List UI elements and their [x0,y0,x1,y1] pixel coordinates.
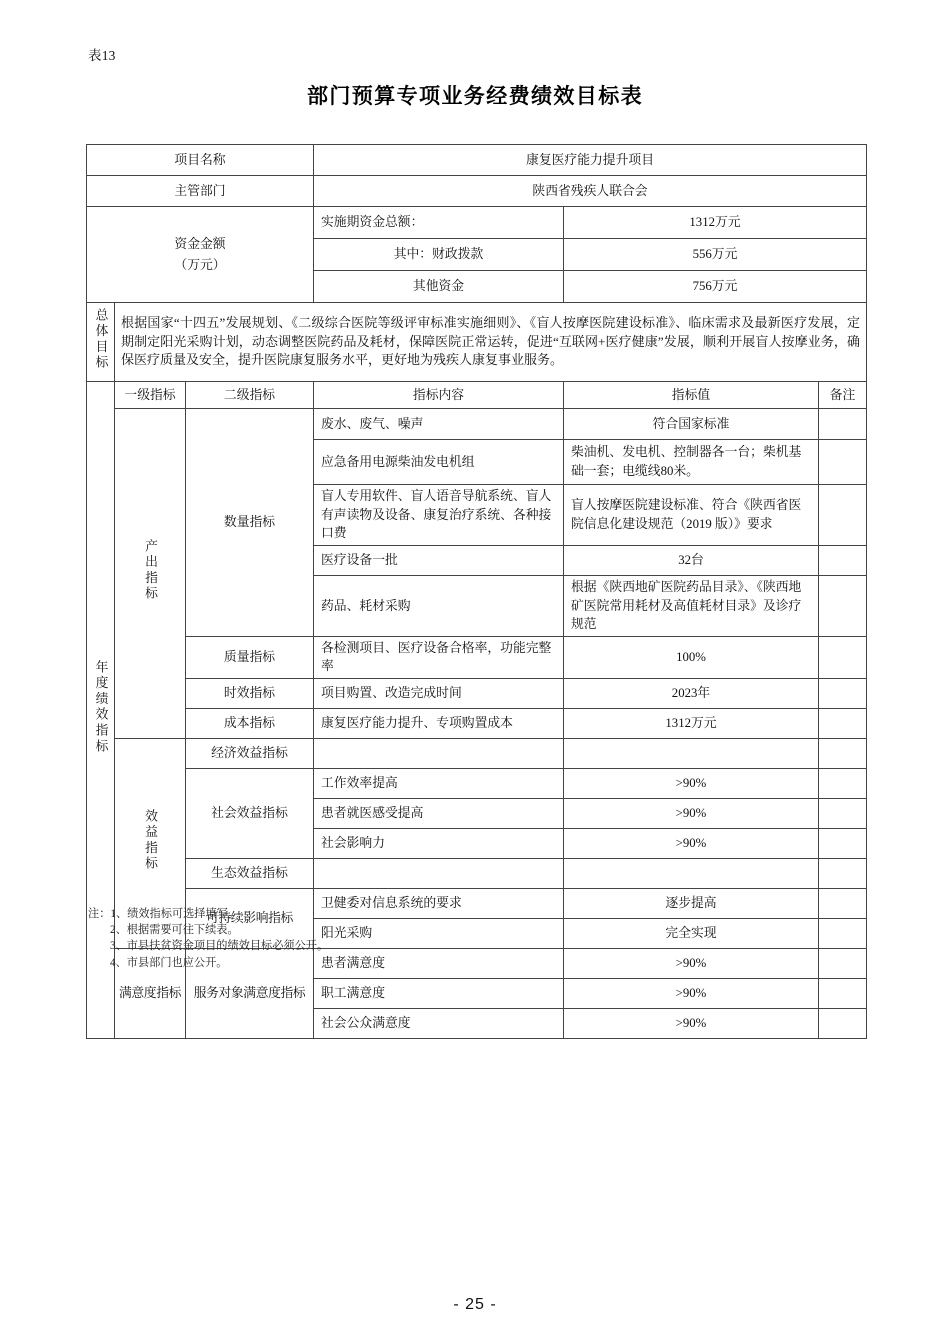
indicator-remark [819,918,867,948]
indicator-content: 患者满意度 [314,948,564,978]
indicator-value: >90% [564,798,819,828]
indicator-content [314,858,564,888]
notes-prefix: 注： [88,908,111,920]
table-row [87,768,867,798]
indicator-value: 100% [564,636,819,678]
indicator-content [314,738,564,768]
indicator-value: 逐步提高 [564,888,819,918]
indicator-remark [819,440,867,485]
subgroup-label-quantity: 数量指标 [186,409,314,637]
indicator-content: 工作效率提高 [314,768,564,798]
funding-amount-label-line2: （万元） [174,257,226,272]
indicator-remark [819,798,867,828]
indicator-remark [819,576,867,637]
subgroup-label-service-object: 服务对象满意度指标 [186,948,314,1038]
indicator-value: >90% [564,828,819,858]
indicator-content: 阳光采购 [314,918,564,948]
project-name-value: 康复医疗能力提升项目 [314,145,867,176]
table-header-row [87,382,867,409]
group-label-satisfaction: 满意度指标 [115,948,186,1038]
indicator-remark [819,1008,867,1038]
note-item-2: 3、市县扶贫资金项目的绩效目标必须公开。 [110,940,329,953]
indicator-remark [819,768,867,798]
indicator-remark [819,546,867,576]
subgroup-label-economic: 经济效益指标 [186,738,314,768]
indicator-value: >90% [564,978,819,1008]
indicator-remark [819,828,867,858]
department-label: 主管部门 [87,176,314,207]
table-row [87,858,867,888]
indicator-content: 废水、废气、噪声 [314,409,564,440]
indicator-remark [819,978,867,1008]
indicator-content: 应急备用电源柴油发电机组 [314,440,564,485]
page-title: 部门预算专项业务经费绩效目标表 [307,84,643,108]
table-row-project-name [87,145,867,176]
funding-row-value-1: 556万元 [564,239,867,271]
group-label-output [115,409,186,739]
indicator-remark [819,888,867,918]
funding-amount-label [87,207,314,303]
column-header-level1: 一级指标 [115,382,186,409]
indicator-value: >90% [564,948,819,978]
table-row [87,678,867,708]
funding-amount-label-line1: 资金金额 [174,237,226,252]
funding-row-label-2: 其他资金 [314,271,564,303]
subgroup-label-social: 社会效益指标 [186,768,314,858]
overall-goal-label [87,303,115,382]
column-header-value: 指标值 [564,382,819,409]
table-row [87,409,867,440]
subgroup-label-cost: 成本指标 [186,708,314,738]
group-label-benefit-text: 效益指标 [143,808,158,873]
column-header-content: 指标内容 [314,382,564,409]
indicator-value [564,738,819,768]
subgroup-label-quality: 质量指标 [186,636,314,678]
table-row-department [87,176,867,207]
indicator-value: 盲人按摩医院建设标准、符合《陕西省医院信息化建设规范（2019 版）》要求 [564,485,819,546]
group-label-output-text: 产出指标 [143,538,158,603]
project-name-label: 项目名称 [87,145,314,176]
page-number: - 25 - [453,1296,497,1313]
column-header-level2: 二级指标 [186,382,314,409]
indicator-remark [819,409,867,440]
indicator-remark [819,678,867,708]
indicator-content: 卫健委对信息系统的要求 [314,888,564,918]
indicator-content: 盲人专用软件、盲人语音导航系统、盲人有声读物及设备、康复治疗系统、各种接口费 [314,485,564,546]
indicator-content: 各检测项目、医疗设备合格率，功能完整率 [314,636,564,678]
funding-row-label-0: 实施期资金总额： [314,207,564,239]
subgroup-label-timeliness: 时效指标 [186,678,314,708]
indicator-value: >90% [564,1008,819,1038]
table-row-overall-goal [87,303,867,382]
indicator-content: 患者就医感受提高 [314,798,564,828]
indicator-remark [819,858,867,888]
indicator-value [564,858,819,888]
note-item-1: 2、根据需要可往下续表。 [110,924,239,937]
note-line-0 [88,906,328,922]
indicator-content: 康复医疗能力提升、专项购置成本 [314,708,564,738]
indicator-content: 项目购置、改造完成时间 [314,678,564,708]
indicator-remark [819,948,867,978]
indicator-value: 32台 [564,546,819,576]
indicator-remark [819,708,867,738]
funding-row-value-0: 1312万元 [564,207,867,239]
table-row [87,738,867,768]
table-row [87,708,867,738]
overall-goal-text: 根据国家“十四五”发展规划、《二级综合医院等级评审标准实施细则》、《盲人按摩医院建设标准》、临床需求及最新医疗发展，定期制定阳光采购计划，动态调整医院药品及耗材，保障医院正常运转，促进“互联网+医疗健康”发展，顺利开展盲人按摩业务，确保医疗质量及安全，提升医院康复服务水平，更好地为残疾人康复事业服务。 [115,303,867,382]
table-notes [88,906,328,971]
indicator-content: 医疗设备一批 [314,546,564,576]
annual-performance-label-text: 年度绩效指标 [93,659,108,755]
indicator-content: 职工满意度 [314,978,564,1008]
table-row-funding-total [87,207,867,239]
overall-goal-label-text: 总体目标 [93,307,108,371]
note-item-3: 4、市县部门也应公开。 [110,956,228,969]
subgroup-label-ecological: 生态效益指标 [186,858,314,888]
performance-target-table [86,144,867,1039]
indicator-value: 2023年 [564,678,819,708]
indicator-remark [819,738,867,768]
indicator-value: 符合国家标准 [564,409,819,440]
indicator-content: 药品、耗材采购 [314,576,564,637]
department-value: 陕西省残疾人联合会 [314,176,867,207]
indicator-value: 柴油机、发电机、控制器各一台；柴机基础一套；电缆线80米。 [564,440,819,485]
funding-row-value-2: 756万元 [564,271,867,303]
subgroup-label-sustainable: 可持续影响指标 [186,888,314,948]
table-number-label: 表13 [88,48,116,63]
indicator-content: 社会影响力 [314,828,564,858]
indicator-remark [819,485,867,546]
indicator-content: 社会公众满意度 [314,1008,564,1038]
indicator-value: 根据《陕西地矿医院药品目录》、《陕西地矿医院常用耗材及高值耗材目录》及诊疗规范 [564,576,819,637]
performance-target-table-wrapper [86,144,866,1039]
note-item-0: 1、绩效指标可选择填写。 [110,908,240,920]
table-row [87,636,867,678]
column-header-remark: 备注 [819,382,867,409]
indicator-value: >90% [564,768,819,798]
funding-row-label-1: 其中：财政拨款 [314,239,564,271]
indicator-value: 完全实现 [564,918,819,948]
indicator-remark [819,636,867,678]
indicator-value: 1312万元 [564,708,819,738]
